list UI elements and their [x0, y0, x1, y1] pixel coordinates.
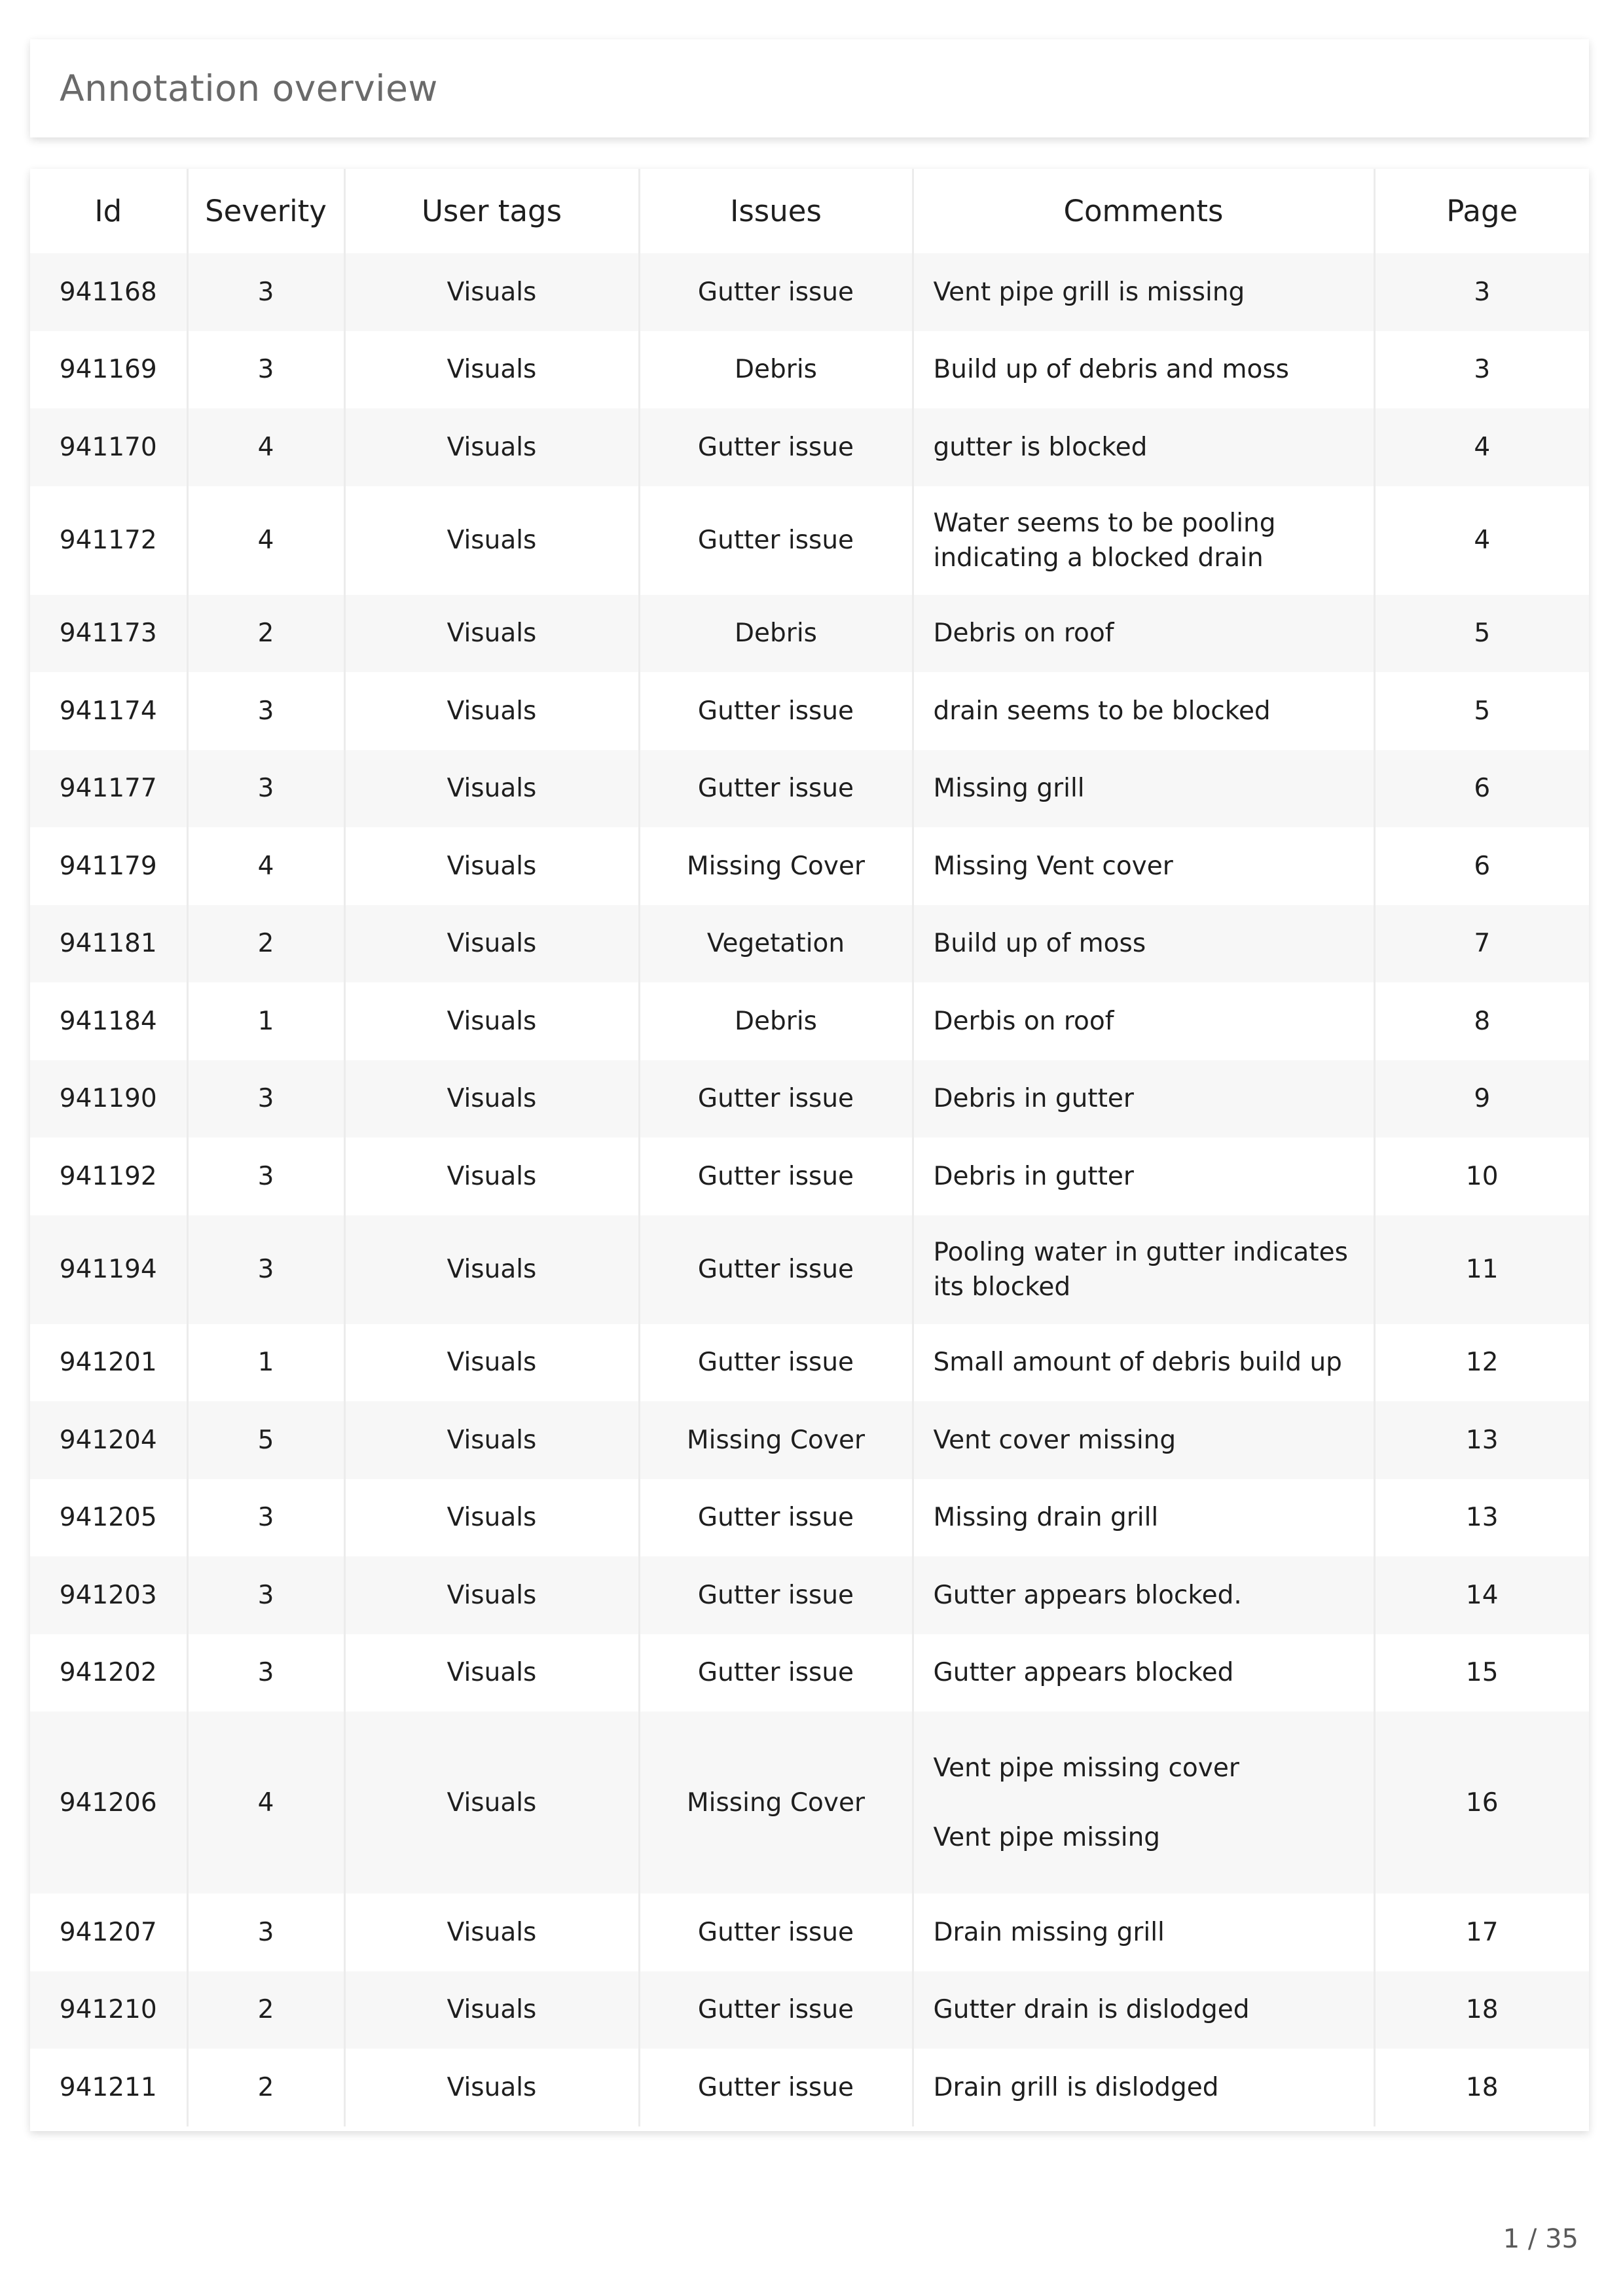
- cell-id: 941168: [30, 253, 187, 331]
- cell-page: 4: [1474, 432, 1491, 462]
- cell-severity: 1: [187, 1324, 344, 1402]
- comment-text: Missing Vent cover: [933, 851, 1173, 881]
- cell-user-tags: Visuals: [344, 1712, 639, 1893]
- cell-issue: Gutter issue: [639, 2049, 913, 2126]
- cell-page: 12: [1465, 1348, 1499, 1378]
- cell-page: 16: [1465, 1787, 1499, 1818]
- column-header-comments: Comments: [913, 169, 1374, 253]
- cell-id: 941190: [30, 1060, 187, 1138]
- cell-issue: Gutter issue: [639, 1138, 913, 1215]
- cell-user-tags: Visuals: [344, 905, 639, 983]
- comment-text: Water seems to be pooling indicating a blocked drain: [933, 508, 1276, 573]
- table-row: [30, 2049, 1589, 2126]
- cell-page: 7: [1474, 929, 1491, 959]
- cell-issue: Gutter issue: [639, 1634, 913, 1712]
- comment-spacer: [934, 1785, 1354, 1820]
- cell-id: 941174: [30, 672, 187, 750]
- page-number: 1 / 35: [1503, 2224, 1578, 2254]
- cell-issue: Debris: [639, 595, 913, 673]
- table-row: [30, 1479, 1589, 1557]
- comment-text: Vent cover missing: [933, 1425, 1176, 1455]
- column-header-user-tags: User tags: [344, 169, 639, 253]
- annotation-table: [30, 169, 1589, 2126]
- comment-text: Vent pipe missing cover: [933, 1753, 1239, 1783]
- cell-severity: 4: [187, 486, 344, 595]
- cell-page: 5: [1474, 619, 1491, 649]
- cell-user-tags: Visuals: [344, 1893, 639, 1971]
- cell-id: 941181: [30, 905, 187, 983]
- cell-user-tags: Visuals: [344, 1401, 639, 1479]
- comment-text: Vent pipe missing: [933, 1822, 1161, 1852]
- cell-page: 15: [1465, 1658, 1499, 1688]
- column-header-page: Page: [1446, 194, 1518, 228]
- table-row: [30, 1634, 1589, 1712]
- cell-page: 17: [1465, 1917, 1499, 1947]
- comment-text: Debris in gutter: [933, 1084, 1134, 1114]
- cell-user-tags: Visuals: [344, 982, 639, 1060]
- cell-severity: 3: [187, 1556, 344, 1634]
- cell-user-tags: Visuals: [344, 1324, 639, 1402]
- cell-comments: [913, 1971, 1374, 2049]
- column-header-severity: Severity: [187, 169, 344, 253]
- cell-id: 941184: [30, 982, 187, 1060]
- cell-comments: [913, 1712, 1374, 1893]
- cell-severity: 5: [187, 1401, 344, 1479]
- cell-id: 941207: [30, 1893, 187, 1971]
- cell-page: 4: [1474, 526, 1491, 555]
- cell-severity: 1: [187, 982, 344, 1060]
- cell-comments: [913, 750, 1374, 828]
- cell-severity: 3: [187, 253, 344, 331]
- cell-comments: [913, 982, 1374, 1060]
- cell-id: 941172: [30, 486, 187, 595]
- cell-page: 13: [1465, 1503, 1499, 1533]
- cell-id: 941177: [30, 750, 187, 828]
- cell-issue: Gutter issue: [639, 750, 913, 828]
- cell-user-tags: Visuals: [344, 1060, 639, 1138]
- cell-severity: 3: [187, 1893, 344, 1971]
- cell-issue: Gutter issue: [639, 672, 913, 750]
- cell-severity: 3: [187, 1215, 344, 1324]
- table-row: [30, 408, 1589, 486]
- cell-user-tags: Visuals: [344, 672, 639, 750]
- comment-text: Build up of debris and moss: [933, 355, 1290, 385]
- comment-text: Pooling water in gutter indicates its blocked: [933, 1237, 1348, 1302]
- cell-comments: [913, 331, 1374, 409]
- cell-comments: [913, 1401, 1374, 1479]
- table-row: [30, 905, 1589, 983]
- cell-severity: 2: [187, 2049, 344, 2126]
- cell-id: 941210: [30, 1971, 187, 2049]
- cell-comments: [913, 2049, 1374, 2126]
- cell-comments: [913, 253, 1374, 331]
- cell-comments: [913, 486, 1374, 595]
- cell-issue: Gutter issue: [639, 1324, 913, 1402]
- cell-user-tags: Visuals: [344, 2049, 639, 2126]
- cell-severity: 3: [187, 1634, 344, 1712]
- table-row: [30, 1893, 1589, 1971]
- title-card: [30, 39, 1589, 137]
- cell-severity: 2: [187, 1971, 344, 2049]
- comment-text: gutter is blocked: [933, 432, 1148, 462]
- cell-severity: 2: [187, 905, 344, 983]
- comment-text: Missing grill: [933, 774, 1085, 804]
- cell-id: 941205: [30, 1479, 187, 1557]
- cell-severity: 4: [187, 1712, 344, 1893]
- cell-page: 9: [1474, 1084, 1491, 1114]
- column-header-issues: Issues: [639, 169, 913, 253]
- cell-page: 5: [1474, 696, 1491, 726]
- cell-id: 941170: [30, 408, 187, 486]
- cell-issue: Gutter issue: [639, 1479, 913, 1557]
- cell-comments: [913, 1215, 1374, 1324]
- cell-severity: 3: [187, 331, 344, 409]
- cell-issue: Gutter issue: [639, 1971, 913, 2049]
- cell-page: 8: [1474, 1006, 1491, 1036]
- cell-user-tags: Visuals: [344, 1138, 639, 1215]
- cell-user-tags: Visuals: [344, 1971, 639, 2049]
- comment-text: drain seems to be blocked: [933, 696, 1271, 726]
- cell-id: 941192: [30, 1138, 187, 1215]
- cell-comments: [913, 672, 1374, 750]
- table-row: [30, 1324, 1589, 1402]
- cell-user-tags: Visuals: [344, 827, 639, 905]
- table-row: [30, 253, 1589, 331]
- table-body: [30, 253, 1589, 2126]
- cell-comments: [913, 408, 1374, 486]
- cell-severity: 3: [187, 750, 344, 828]
- cell-issue: Vegetation: [639, 905, 913, 983]
- comment-text: Drain grill is dislodged: [933, 2072, 1219, 2102]
- cell-issue: Gutter issue: [639, 486, 913, 595]
- cell-comments: [913, 1324, 1374, 1402]
- comment-text: Build up of moss: [933, 929, 1146, 959]
- cell-severity: 3: [187, 1060, 344, 1138]
- cell-user-tags: Visuals: [344, 1556, 639, 1634]
- table-row: [30, 1971, 1589, 2049]
- cell-comments: [913, 1634, 1374, 1712]
- column-header-id: Id: [30, 169, 187, 253]
- cell-issue: Gutter issue: [639, 408, 913, 486]
- table-header-row: [30, 169, 1589, 253]
- cell-page: 6: [1474, 851, 1491, 881]
- cell-id: 941203: [30, 1556, 187, 1634]
- table-row: [30, 827, 1589, 905]
- cell-user-tags: Visuals: [344, 408, 639, 486]
- comment-text: Gutter appears blocked: [933, 1658, 1234, 1688]
- cell-id: 941173: [30, 595, 187, 673]
- table-row: [30, 486, 1589, 595]
- cell-severity: 4: [187, 408, 344, 486]
- comment-text: Derbis on roof: [933, 1006, 1114, 1036]
- cell-id: 941194: [30, 1215, 187, 1324]
- table-row: [30, 750, 1589, 828]
- cell-comments: [913, 1138, 1374, 1215]
- cell-comments: [913, 1479, 1374, 1557]
- comment-text: Missing drain grill: [933, 1503, 1159, 1533]
- cell-page: 18: [1465, 1995, 1499, 2025]
- comment-text: Debris on roof: [933, 619, 1114, 649]
- cell-severity: 2: [187, 595, 344, 673]
- cell-page: 14: [1465, 1580, 1499, 1610]
- cell-comments: [913, 1060, 1374, 1138]
- cell-page: 6: [1474, 774, 1491, 804]
- annotation-table-card: [30, 169, 1589, 2131]
- cell-id: 941206: [30, 1712, 187, 1893]
- table-row: [30, 595, 1589, 673]
- table-row: [30, 1556, 1589, 1634]
- table-row: [30, 1138, 1589, 1215]
- cell-id: 941169: [30, 331, 187, 409]
- cell-page: 13: [1465, 1425, 1499, 1455]
- comment-text: Drain missing grill: [933, 1917, 1165, 1947]
- cell-user-tags: Visuals: [344, 1479, 639, 1557]
- cell-page: 11: [1465, 1255, 1499, 1284]
- cell-id: 941201: [30, 1324, 187, 1402]
- cell-comments: [913, 905, 1374, 983]
- comment-text: Debris in gutter: [933, 1161, 1134, 1191]
- comment-text: Small amount of debris build up: [933, 1348, 1342, 1378]
- table-row: [30, 1712, 1589, 1893]
- cell-comments: [913, 827, 1374, 905]
- cell-user-tags: Visuals: [344, 1634, 639, 1712]
- cell-comments: [913, 1556, 1374, 1634]
- cell-id: 941179: [30, 827, 187, 905]
- cell-issue: Gutter issue: [639, 1060, 913, 1138]
- comment-text: Gutter drain is dislodged: [933, 1995, 1250, 2025]
- cell-page: 3: [1474, 355, 1491, 385]
- cell-issue: Debris: [639, 331, 913, 409]
- cell-comments: [913, 1893, 1374, 1971]
- table-row: [30, 1401, 1589, 1479]
- comment-text: Gutter appears blocked.: [933, 1580, 1242, 1610]
- cell-id: 941204: [30, 1401, 187, 1479]
- cell-issue: Missing Cover: [639, 827, 913, 905]
- cell-issue: Missing Cover: [639, 1712, 913, 1893]
- cell-issue: Gutter issue: [639, 253, 913, 331]
- cell-severity: 3: [187, 1479, 344, 1557]
- table-row: [30, 672, 1589, 750]
- table-row: [30, 1060, 1589, 1138]
- cell-severity: 3: [187, 1138, 344, 1215]
- comment-text: Vent pipe grill is missing: [933, 277, 1245, 307]
- cell-id: 941202: [30, 1634, 187, 1712]
- cell-user-tags: Visuals: [344, 750, 639, 828]
- cell-user-tags: Visuals: [344, 486, 639, 595]
- cell-issue: Debris: [639, 982, 913, 1060]
- cell-user-tags: Visuals: [344, 595, 639, 673]
- cell-issue: Gutter issue: [639, 1893, 913, 1971]
- cell-issue: Gutter issue: [639, 1215, 913, 1324]
- cell-user-tags: Visuals: [344, 253, 639, 331]
- cell-issue: Missing Cover: [639, 1401, 913, 1479]
- table-row: [30, 331, 1589, 409]
- cell-severity: 4: [187, 827, 344, 905]
- page-title: Annotation overview: [60, 67, 438, 109]
- cell-page: 18: [1465, 2072, 1499, 2102]
- cell-comments: [913, 595, 1374, 673]
- cell-page: 3: [1474, 277, 1491, 307]
- cell-severity: 3: [187, 672, 344, 750]
- cell-page: 10: [1465, 1161, 1499, 1191]
- cell-issue: Gutter issue: [639, 1556, 913, 1634]
- cell-id: 941211: [30, 2049, 187, 2126]
- table-row: [30, 1215, 1589, 1324]
- cell-user-tags: Visuals: [344, 331, 639, 409]
- cell-user-tags: Visuals: [344, 1215, 639, 1324]
- table-row: [30, 982, 1589, 1060]
